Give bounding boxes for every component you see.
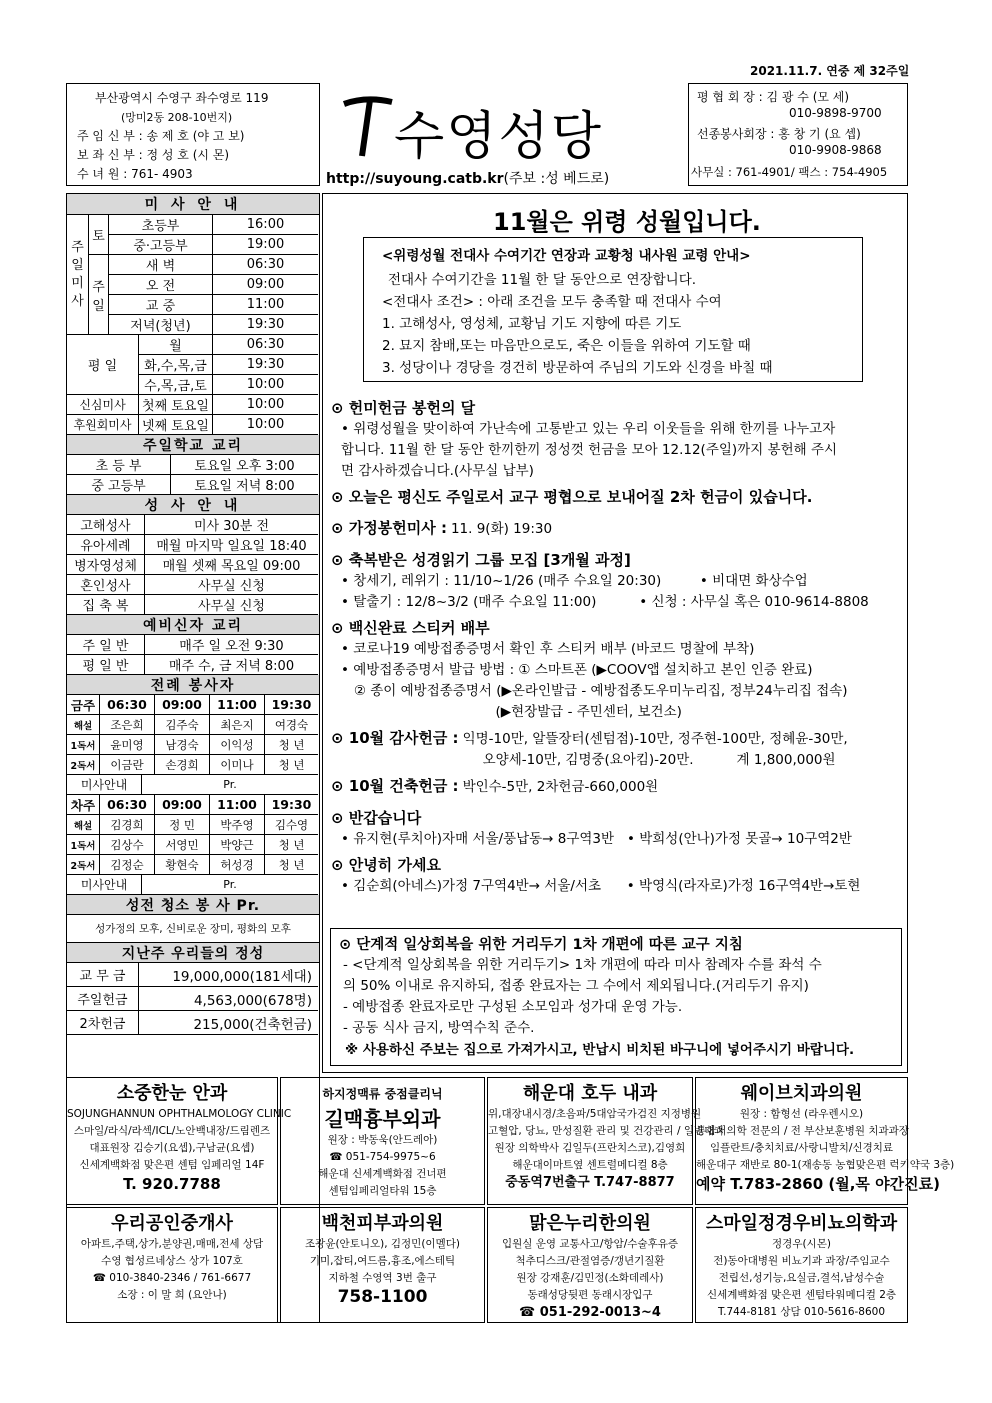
altar-cell: 청 년 [265, 835, 318, 855]
ad-line: 해운대이마트옆 센트럴메디컬 8층 [512, 1159, 668, 1171]
altar-row [67, 735, 319, 755]
ad-line: T.744-8181 상담 010-5616-8600 [717, 1306, 886, 1318]
ad-line: 758-1100 [337, 1287, 428, 1307]
address-line2: (망미2동 208-10번지) [121, 111, 233, 124]
news-section-line: 오양세-10만, 김명중(요아킴)-20만. 계 1,800,000원 [341, 752, 836, 768]
catechumen-rows [67, 635, 319, 675]
special-mass-label: 후원회미사 [67, 415, 139, 435]
special-mass-name: 넷째 토요일 [139, 415, 213, 435]
special-mass-time: 10:00 [213, 395, 318, 415]
ad-line: 수영 협성르네상스 상가 107호 [101, 1255, 243, 1267]
news-section [331, 617, 905, 723]
weekday-mass-row [139, 355, 318, 375]
altar-cell: 해설 [67, 815, 100, 835]
ad-line: 해운대구 재반로 80-1(재송동 농협맞은편 럭키약국 3층) [696, 1159, 955, 1171]
news-section-suffix: 11. 9(화) 19:30 [450, 521, 553, 537]
ad-line: 원장 의학박사 김일두(프란치스코),김영희 [494, 1142, 686, 1154]
altar-head-cell: 09:00 [155, 695, 210, 715]
altar-head-row [67, 695, 319, 715]
ad-line: 대표원장 김승기(요셉),구남균(요셉) [89, 1142, 255, 1154]
altar-cell: 조은희 [100, 715, 155, 735]
news-section-head [331, 617, 905, 639]
news-section-head [331, 727, 905, 750]
sacrament-value: 미사 30분 전 [145, 515, 318, 535]
logo-text: 수영성당 [394, 107, 603, 167]
school-label: 초 등 부 [67, 455, 171, 475]
sunday-mass-table [67, 215, 319, 335]
sacrament-row [67, 595, 319, 615]
mass-name: 교 중 [109, 295, 213, 315]
catechumen-value: 매주 수, 금 저녁 8:00 [145, 655, 318, 675]
altar-cell: 1독서 [67, 835, 100, 855]
news-section-head [331, 854, 905, 876]
news-section-title: ⊙ 헌미헌금 봉헌의 달 [331, 399, 476, 417]
news-section-title: ⊙ 반갑습니다 [331, 809, 422, 827]
news-section-title: ⊙ 백신완료 스티커 배부 [331, 619, 490, 637]
news-section [331, 397, 905, 482]
altar-row [67, 755, 319, 775]
news-section-line: • 김순희(아네스)가정 7구역4반→ 서울/서초 • 박영식(라자로)가정 16구역4반→토현 [341, 878, 861, 894]
weekly-row [67, 1011, 319, 1035]
altar-head-row [67, 795, 319, 815]
mass-time: 16:00 [213, 215, 318, 235]
ad-box [487, 1077, 725, 1205]
altar-guide-row [67, 775, 319, 795]
news-section-line: (▶현장발급 - 주민센터, 보건소) [341, 704, 682, 720]
ad-line: 스마일/라식/라섹/ICL/노안백내장/드림렌즈 [73, 1125, 271, 1137]
altar-cell: 이미나 [210, 755, 265, 775]
sunday-school-title: 주일학교 교리 [67, 435, 319, 455]
catechumen-label: 주 일 반 [67, 635, 145, 655]
special-mass-row [67, 395, 319, 415]
school-row [67, 475, 319, 495]
indulgence-line-3: 1. 고해성사, 영성체, 교황님 기도 지향에 따른 기도 [382, 316, 682, 332]
news-section [331, 775, 905, 798]
service-president-tel: 010-9908-9868 [789, 143, 882, 157]
catechumen-row [67, 635, 319, 655]
logo-mark-icon [336, 86, 396, 166]
altar-cell: 김수영 [265, 815, 318, 835]
sacrament-value: 매월 마지막 일요일 18:40 [145, 535, 318, 555]
ad-line: 척추디스크/관절염증/갱년기질환 [515, 1255, 665, 1267]
news-section [331, 517, 905, 540]
altar-cell: 1독서 [67, 735, 100, 755]
office-phone-fax: 사무실 : 761-4901/ 팩스 : 754-4905 [691, 165, 888, 179]
school-row [67, 455, 319, 475]
weekly-label: 교 무 금 [67, 963, 139, 987]
ad-line: 전립선,성기능,요실금,결석,남성수술 [718, 1272, 885, 1284]
news-section-title: ⊙ 가정봉헌미사 : [331, 519, 447, 537]
altar-cell: 김주숙 [155, 715, 210, 735]
altar-cell: 박양근 [210, 835, 265, 855]
news-sections [331, 397, 905, 901]
weekly-value: 4,563,000(678명) [139, 987, 318, 1011]
special-mass-time: 10:00 [213, 415, 318, 435]
altar-cell: 청 년 [265, 735, 318, 755]
school-value: 토요일 오후 3:00 [171, 455, 318, 475]
covid-notice-line-2: 의 50% 이내로 유지하되, 접종 완료자는 그 수에서 제외됩니다.(거리두기 유지) [343, 978, 809, 994]
pastor-line: 주 임 신 부 : 송 제 호 (야 고 보) [77, 129, 245, 143]
sunday-label: 주 일 [89, 255, 109, 335]
mass-name: 오 전 [109, 275, 213, 295]
weekday-label: 평 일 [67, 335, 139, 395]
indulgence-title: <위령성월 전대사 수여기간 연장과 교황청 내사원 교령 안내> [382, 248, 751, 264]
special-mass-name: 첫째 토요일 [139, 395, 213, 415]
news-section [331, 486, 905, 508]
parish-logo [330, 84, 686, 169]
news-section-title: ⊙ 안녕히 가세요 [331, 856, 441, 874]
weekly-label: 주일헌금 [67, 987, 139, 1011]
altar-guide-row [67, 875, 319, 895]
covid-notice-line-3: - 예방접종 완료자로만 구성된 소모임과 성가대 운영 가능. [343, 999, 683, 1015]
news-section [331, 549, 905, 613]
special-mass-label: 신심미사 [67, 395, 139, 415]
news-section-line: 합니다. 11월 한 달 동안 한끼한끼 정성껏 헌금을 모아 12.12(주일)까지 봉헌해 주시 [341, 442, 838, 458]
news-section-head [331, 517, 905, 540]
news-section [331, 807, 905, 850]
ad-line: 센텀임페리얼타워 15층 [328, 1185, 437, 1197]
altar-head-cell: 19:30 [265, 695, 318, 715]
catechumen-label: 평 일 반 [67, 655, 145, 675]
altar-head-cell: 09:00 [155, 795, 210, 815]
ad-line: 원장 : 함형선 (라우렌시오) [739, 1108, 864, 1120]
altar-cell: 손경희 [155, 755, 210, 775]
altar-cell: 김상수 [100, 835, 155, 855]
mass-name: 초등부 [109, 215, 213, 235]
issue-date: 2021.11.7. 연중 제 32주일 [750, 64, 910, 78]
sacrament-label: 병자영성체 [67, 555, 145, 575]
mass-schedule-title: 미 사 안 내 [67, 194, 319, 215]
news-section-line: • 탈출기 : 12/8~3/2 (매주 수요일 11:00) • 신청 : 사무실 혹은 010-9614-8808 [341, 594, 869, 610]
indulgence-box [363, 237, 863, 382]
altar-guide-value: Pr. [142, 775, 318, 795]
council-president-tel: 010-9898-9700 [789, 106, 882, 120]
sacrament-row [67, 515, 319, 535]
school-value: 토요일 저녁 8:00 [171, 475, 318, 495]
ad-line: 백천피부과의원 [321, 1213, 444, 1234]
sacrament-value: 사무실 신청 [145, 595, 318, 615]
ad-line: 맑은누리한의원 [529, 1213, 651, 1234]
mass-time: 09:00 [213, 275, 318, 295]
ad-box [66, 1077, 292, 1205]
ad-line: 지하철 수영역 3번 출구 [328, 1272, 437, 1284]
altar-cell: 이금란 [100, 755, 155, 775]
covid-notice-title: ⊙ 단계적 일상회복을 위한 거리두기 1차 개편에 따른 교구 지침 [339, 937, 743, 953]
altar-cell: 청 년 [265, 855, 318, 875]
altar-cell: 김경희 [100, 815, 155, 835]
ad-line: SOJUNGHANNUN OPHTHALMOLOGY CLINIC [67, 1108, 292, 1120]
altar-head-cell: 금주 [67, 695, 100, 715]
altar-cell: 2독서 [67, 755, 100, 775]
ad-line: 우리공인중개사 [111, 1213, 233, 1234]
covid-notice-box [330, 928, 902, 1066]
altar-this-week [67, 695, 319, 795]
sacrament-row [67, 535, 319, 555]
news-section-head [331, 775, 905, 798]
weekly-offering-title: 지난주 우리들의 정성 [67, 943, 319, 963]
council-president: 평 협 회 장 : 김 광 수 (모 세) [697, 90, 850, 104]
altar-head-cell: 11:00 [210, 695, 265, 715]
news-section [331, 727, 905, 771]
ad-line: 동래성당뒷편 동래시장입구 [527, 1289, 653, 1301]
sacrament-row [67, 555, 319, 575]
ad-line: 통합치의학 전문의 / 전 부산보훈병원 치과과장 [696, 1125, 909, 1137]
weekday-mass-name: 월 [139, 335, 213, 355]
ad-line: 위,대장내시경/초음파/5대암국가검진 지정병원 [488, 1108, 702, 1120]
ad-line: 웨이브치과의원 [740, 1083, 863, 1104]
website-url[interactable] [326, 168, 609, 188]
ad-line: 고혈압, 당뇨, 만성질환 관리 및 건강관리 / 일반내과 [488, 1125, 725, 1137]
sacrament-label: 집 축 복 [67, 595, 145, 615]
altar-cell: 이익성 [210, 735, 265, 755]
sacrament-rows [67, 515, 319, 615]
weekday-mass-row [139, 375, 318, 395]
mass-time: 06:30 [213, 255, 318, 275]
mass-row [109, 255, 318, 275]
mass-row [109, 295, 318, 315]
altar-head-cell: 차주 [67, 795, 100, 815]
weekday-mass-name: 수,목,금,토 [139, 375, 213, 395]
altar-servers-title: 전례 봉사자 [67, 675, 319, 695]
altar-cell: 여경숙 [265, 715, 318, 735]
weekday-mass-table [67, 335, 319, 395]
ad-line: 소중한눈 안과 [116, 1083, 228, 1104]
ad-line: 해운대 신세계백화점 건너편 [318, 1168, 447, 1180]
ad-line: ☎ 051-292-0013~4 [519, 1305, 661, 1320]
news-section-head [331, 549, 905, 571]
bulletin-return-note: ※ 사용하신 주보는 집으로 가져가시고, 반납시 비치된 바구니에 넣어주시기 바랍니다. [345, 1042, 855, 1058]
cleaning-groups: 성가정의 모후, 신비로운 장미, 평화의 모후 [67, 915, 319, 943]
news-section-head [331, 486, 905, 508]
ad-line: 길맥흉부외과 [324, 1107, 441, 1131]
mass-time: 19:30 [213, 315, 318, 335]
cleaning-title: 성전 청소 봉 사 Pr. [67, 895, 319, 915]
altar-head-cell: 06:30 [100, 795, 155, 815]
news-section-title: ⊙ 오늘은 평신도 주일로서 교구 평협으로 보내어질 2차 헌금이 있습니다. [331, 488, 813, 506]
ad-line: 중동역7번출구 T.747-8877 [505, 1175, 675, 1190]
sacrament-value: 매월 셋째 목요일 09:00 [145, 555, 318, 575]
ad-line: 기미,잡티,여드름,흉조,에스테틱 [309, 1255, 456, 1267]
altar-cell: 김정순 [100, 855, 155, 875]
altar-cell: 윤미영 [100, 735, 155, 755]
news-section-line: • 유지현(루치아)자매 서울/풍납동→ 8구역3반 • 박희성(안나)가정 못골→ 10구역2반 [341, 831, 852, 847]
weekly-label: 2차헌금 [67, 1011, 139, 1035]
ad-line: 예약 T.783-2860 (월,목 야간진료) [696, 1175, 940, 1193]
weekday-mass-name: 화,수,목,금 [139, 355, 213, 375]
ad-line: 정경우(시몬) [772, 1238, 831, 1250]
ad-box [487, 1207, 693, 1323]
ad-line: 임플란트/충치치료/사랑니발치/신경치료 [709, 1142, 894, 1154]
ad-box [66, 1207, 278, 1323]
news-section-suffix: 박인수-5만, 2차헌금-660,000원 [462, 779, 659, 795]
ad-line: 신세계백화점 맞은편 센텀타워메디컬 2층 [706, 1289, 897, 1301]
ad-box [695, 1077, 955, 1205]
sacrament-value: 사무실 신청 [145, 575, 318, 595]
special-mass-row [67, 415, 319, 435]
saturday-label: 토 [89, 215, 109, 255]
covid-notice-line-4: - 공동 식사 금지, 방역수칙 준수. [343, 1020, 535, 1036]
url-suffix: (주보 :성 베드로) [503, 171, 610, 187]
mass-time: 19:00 [213, 235, 318, 255]
news-section-line: 면 감사하겠습니다.(사무실 납부) [341, 463, 534, 479]
news-section-line: • 예방접종증명서 발급 방법 : ① 스마트폰 (▶COOV앱 설치하고 본인 인증 완료) [341, 662, 813, 678]
catechumen-title: 예비신자 교리 [67, 615, 319, 635]
ad-line: 신세계백화점 맞은편 센텀 임페리얼 14F [79, 1159, 265, 1171]
weekday-mass-row [139, 335, 318, 355]
mass-row [109, 235, 318, 255]
weekly-row [67, 963, 319, 987]
indulgence-line-4: 2. 묘지 참배,또는 마음만으로도, 죽은 이들을 위하여 기도할 때 [382, 338, 751, 354]
ad-line: 입원실 운영 교통사고/항암/수술후유증 [501, 1238, 679, 1250]
sunday-mass-label: 주 일 미 사 [67, 215, 89, 335]
assistant-priest-line: 보 좌 신 부 : 정 성 호 (시 몬) [77, 148, 230, 162]
altar-head-cell: 11:00 [210, 795, 265, 815]
ad-box [695, 1207, 908, 1323]
service-president: 선종봉사회장 : 홍 창 기 (요 셉) [697, 127, 861, 141]
altar-row [67, 815, 319, 835]
sacrament-title: 성 사 안 내 [67, 495, 319, 515]
ad-box [280, 1077, 485, 1205]
news-section-head [331, 397, 905, 419]
weekday-mass-time: 06:30 [213, 335, 318, 355]
altar-cell: 정 민 [155, 815, 210, 835]
ad-line: 하지정맥류 중점클리닉 [322, 1087, 443, 1101]
ad-line: 소장 : 이 말 희 (요안나) [117, 1289, 227, 1301]
school-label: 중 고등부 [67, 475, 171, 495]
news-section-title: ⊙ 10월 건축헌금 : [331, 777, 459, 795]
special-mass-rows [67, 395, 319, 435]
catechumen-row [67, 655, 319, 675]
altar-cell: 허성경 [210, 855, 265, 875]
altar-cell: 최은지 [210, 715, 265, 735]
ad-line: 해운대 호두 내과 [522, 1083, 658, 1104]
ad-line: T. 920.7788 [123, 1175, 221, 1193]
news-section [331, 854, 905, 897]
weekly-row [67, 987, 319, 1011]
indulgence-line-5: 3. 성당이나 경당을 경건히 방문하여 주님의 기도와 신경을 바칠 때 [382, 360, 773, 376]
url-text[interactable]: http://suyoung.catb.kr [326, 171, 504, 187]
indulgence-line-1: 전대사 수여기간을 11월 한 달 동안으로 연장합니다. [388, 272, 697, 288]
news-section-title: ⊙ 축복받은 성경읽기 그룹 모집 [3개월 과정] [331, 551, 631, 569]
altar-cell: 박주영 [210, 815, 265, 835]
mass-name: 새 벽 [109, 255, 213, 275]
news-section-line: ② 종이 예방접종증명서 (▶온라인발급 - 예방접종도우미누리집, 정부24누리집 접속) [341, 683, 848, 699]
altar-guide-label: 미사안내 [67, 875, 142, 895]
news-section-title: ⊙ 10월 감사헌금 : [331, 729, 459, 747]
altar-cell: 청 년 [265, 755, 318, 775]
altar-cell: 2독서 [67, 855, 100, 875]
news-section-head [331, 807, 905, 829]
ad-line: ☎ 010-3840-2346 / 761-6677 [92, 1272, 252, 1284]
indulgence-line-2: <전대사 조건> : 아래 조건을 모두 충족할 때 전대사 수여 [382, 294, 722, 310]
sacrament-label: 고해성사 [67, 515, 145, 535]
news-section-suffix: 익명-10만, 알뜰장터(센텀점)-10만, 정주현-100만, 정혜윤-30만, [462, 731, 848, 747]
ad-line: 원장 강재훈/김민정(소화데레사) [516, 1272, 664, 1284]
ad-box [280, 1207, 485, 1323]
headline: 11월은 위령 성월입니다. [493, 208, 761, 236]
mass-row [109, 315, 318, 335]
ad-line: 아파트,주택,상가,분양권,매매,전세 상담 [80, 1238, 264, 1250]
altar-head-cell: 06:30 [100, 695, 155, 715]
ad-line: 전)동아대병원 비뇨기과 과장/주임교수 [713, 1255, 890, 1267]
news-section-line: • 위령성월을 맞이하여 가난속에 고통받고 있는 우리 이웃들을 위해 한끼를 나누고자 [341, 421, 836, 437]
mass-time: 11:00 [213, 295, 318, 315]
altar-next-week [67, 795, 319, 895]
altar-cell: 서영민 [155, 835, 210, 855]
news-section-line: • 창세기, 레위기 : 11/10~1/26 (매주 수요일 20:30) • 비대면 화상수업 [341, 573, 808, 589]
ad-line: 조광윤(안토니오), 김정민(이멜다) [305, 1238, 460, 1250]
mass-name: 저녁(청년) [109, 315, 213, 335]
sacrament-row [67, 575, 319, 595]
altar-guide-value: Pr. [142, 875, 318, 895]
mass-row [109, 275, 318, 295]
altar-guide-label: 미사안내 [67, 775, 142, 795]
weekday-mass-time: 19:30 [213, 355, 318, 375]
address-line1: 부산광역시 수영구 좌수영로 119 [95, 91, 269, 105]
altar-cell: 황현숙 [155, 855, 210, 875]
mass-row [109, 215, 318, 235]
altar-head-cell: 19:30 [265, 795, 318, 815]
catechumen-value: 매주 일 오전 9:30 [145, 635, 318, 655]
sacrament-label: 유아세례 [67, 535, 145, 555]
weekly-offering-rows [67, 963, 319, 1035]
header-info-box [66, 83, 320, 186]
altar-cell: 해설 [67, 715, 100, 735]
convent-line: 수 녀 원 : 761- 4903 [77, 167, 193, 181]
header-contacts-box [688, 83, 908, 186]
altar-row [67, 855, 319, 875]
ad-line: 원장 : 박동욱(안드레아) [327, 1134, 438, 1146]
sacrament-label: 혼인성사 [67, 575, 145, 595]
covid-notice-line-1: - <단계적 일상회복을 위한 거리두기> 1차 개편에 따라 미사 참례자 수를 좌석 수 [343, 957, 822, 973]
altar-cell: 남경숙 [155, 735, 210, 755]
weekday-mass-time: 10:00 [213, 375, 318, 395]
mass-name: 중·고등부 [109, 235, 213, 255]
ad-line: ☎ 051-754-9975~6 [329, 1151, 436, 1163]
altar-row [67, 715, 319, 735]
weekly-value: 19,000,000(181세대) [139, 963, 318, 987]
ad-line: 스마일정경우비뇨의학과 [705, 1213, 898, 1234]
news-section-line: • 코로나19 예방접종증명서 확인 후 스티커 배부 (바코드 명찰에 부착) [341, 641, 755, 657]
sunday-school-rows [67, 455, 319, 495]
weekly-value: 215,000(건축헌금) [139, 1011, 318, 1035]
altar-row [67, 835, 319, 855]
